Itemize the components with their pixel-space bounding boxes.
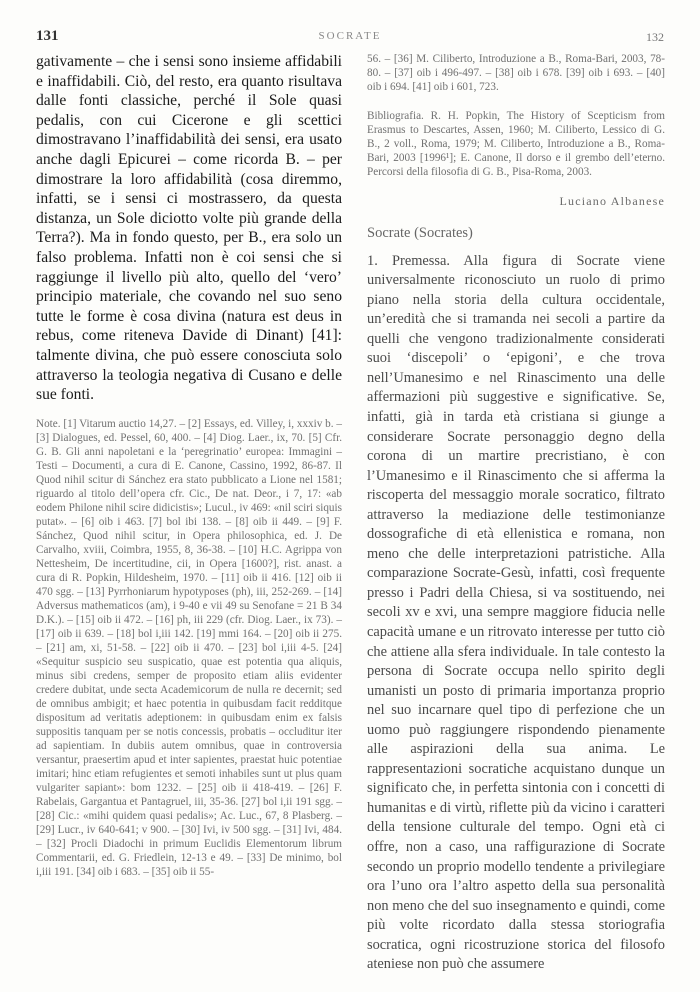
entry-title: Socrate (Socrates) (367, 224, 473, 241)
page-header (36, 28, 664, 48)
left-notes: Note. [1] Vitarum auctio 14,27. – [2] Essays, ed. Villey, i, xxxiv b. – [3] Dialogues, ed. Pessel, 60, 400. – [4] Diog. Laer., ix, 70. [5] Cfr. G. B. Gli anni napoletani e la ‘peregrinatio’ europea: Immagini – Testi – Documenti, a cura di E. Canone, Cassino, 1992, 86-87. Il Quod nihil scitur di Sánchez era stato pubblicato a Lione nel 1581; riguardo al titolo dell’opera cfr. Cic., De nat. Deor., i 7, 17: «ab eodem Philone nihil scire didicistis»; Lucul., iv 469: «nil sciri siquis putat». – [6] oib i 463. [7] bol ibi 138. – [8] oib ii 449. – [9] F. Sánchez, Quod nihil scitur, in Opera philosophica, ed. J. De Carvalho, xviii, Coimbra, 1955, 8, 36-38. – [10] H.C. Agrippa von Nettesheim, De incertitudine, cii, in Opera [1600?], rist. anast. a cura di R. Popkin, Hildesheim, 1970. – [11] oib ii 416. [12] oib ii 470 sgg. – [13] Pyrrhoniarum hypotyposes (ph), iii, 252-269. – [14] Adversus mathematicos (am), i 9-40 e vii 49 su Senofane = 21 B 34 D.K.). – [15] oib ii 472. – [16] ph, iii 229 (cfr. Diog. Laer., ix 73). – [17] oib ii 639. – [18] bol i,iii 142. [19] mmi 164. – [20] oib ii 275. – [21] am, xi, 51-58. – [22] oib ii 470. – [23] bol i,iii 4-5. [24] «Sequitur suspicio seu suspicatio, quae est potentia qua aliquis, minus sibi credens, semper de proposito etiam aliis evidenter credere dubitat, unde secta Academicorum de nulla re decernit; sed de omnibus ambigit; et haec potentia in quibusdam facit redditque dispositum ad veritatis adeptionem: in quibusdam enim ex falsis suppositis tanquam per se notis concessis, probatis – occluditur iter ad sapientiam. In dubiis autem omnibus, quae in controversia versantur, praesertim apud et inter sapientes, praestat huic potentiae imitari; hinc etiam refugientes et semoti inhabiles sunt ut plus quam vulgariter sapiant»: bom 1232. – [25] oib ii 418-419. – [26] F. Rabelais, Gargantua et Pantagruel, iii, 35-36. [27] bol i,ii 191 sgg. – [28] Cic.: «mihi quidem quasi pedalis»; Ac. Luc., 67, 8 Plasberg. – [29] Lucr., iv 640-641; v 900. – [30] Ivi, iv 500 sgg. – [31] Ivi, 484. – [32] Procli Diadochi in primum Euclidis Elementorum librum Commentarii, ed. G. Friedlein, 12-13 e 49. – [33] De minimo, bol i,iii 191. [34] oib i 683. – [35] oib ii 55- (36, 417, 342, 878)
left-column (36, 52, 342, 879)
bibliography: Bibliografia. R. H. Popkin, The History of Scepticism from Erasmus to Descartes, Assen, 1960; M. Ciliberto, Lessico di G. B., 2 voll., Roma, 1979; M. Ciliberto, Introduzione a B., Roma-Bari, 2003 [1996¹]; E. Canone, Il dorso e il grembo dell’eterno. Percorsi della filosofia di G. B., Pisa-Roma, 2003. (367, 109, 665, 179)
page-number-left: 131 (36, 28, 59, 44)
left-body-text: gativamente – che i sensi sono insieme affidabili e inaffidabili. Ciò, del resto, era quanto risultava dalle fonti classiche, perché il Sole quasi pedalis, con cui Cicerone e gli scettici dimostravano l’inaffidabilità dei sensi, era usato anche dagli Epicurei – come ricorda B. – per dimostrare la loro affidabilità (cosa diremmo, infatti, se i sensi ci mostrassero, da questa distanza, un Sole diciotto volte più grande della Terra?). Ma in fondo questo, per B., era solo un falso problema. Infatti non è coi sensi che si raggiunge il livello più alto, quello del ‘vero’ principio materiale, che covando nel suo seno tutte le forme è cosa divina (natura est deus in rebus, come riteneva Davide di Dinant) [41]: talmente divina, che può essere conosciuta solo attraverso la teologia negativa di Cusano e delle sue fonti. (36, 53, 342, 404)
running-title: SOCRATE (318, 30, 382, 42)
page-number-right: 132 (646, 30, 664, 44)
right-column (367, 52, 665, 975)
notes-continuation: 56. – [36] M. Ciliberto, Introduzione a B., Roma-Bari, 2003, 78-80. – [37] oib i 496-497. – [38] oib i 678. [39] oib i 693. – [40] oib i 694. [41] oib i 601, 723. (367, 53, 665, 94)
right-body-text: 1. Premessa. Alla figura di Socrate viene universalmente riconosciuto un ruolo di primo piano nella storia della cultura occidentale, un’eredità che si tramanda nei secoli a partire da quelli che vengono tradizionalmente considerati suoi ‘discepoli’ o ‘epigoni’, e che trova nell’Umanesimo e nel Rinascimento una delle affermazioni più suggestive e significative. Se, infatti, già in tarda età cristiana si giunge a considerare Socrate personaggio degno della corona di un martire precristiano, è con l’Umanesimo e il Rinascimento che si afferma la riscoperta del messaggio morale socratico, filtrato attraverso la mediazione delle testimonianze dossografiche di età ellenistica e romana, non meno che delle interpretazioni patristiche. Alla comparazione Socrate-Gesù, infatti, così frequente presso i Padri della Chiesa, si va sostituendo, nei secoli xv e xvi, una sempre maggiore fiducia nelle capacità umane e un ritrovato interesse per tutto ciò che attiene alla sfera individuale. In tale contesto la persona di Socrate occupa nello spirito degli umanisti un posto di primaria importanza proprio nel suo incarnare quel tipo di perfezione che un uomo può raggiungere rispondendo pienamente alle aspirazioni della sua anima. Le rappresentazioni socratiche acquistano dunque un significato che, in perfetta sintonia con i concetti di humanitas e di virtù, riflette più da vicino i caratteri della tensione culturale del tempo. Ogni età ci offre, non a caso, una raffigurazione di Socrate secondo un proprio modello tendente a privilegiare ora l’uno ora l’altro aspetto della sua personalità non meno che del suo insegnamento e quindi, come più volte ricordato dalla stessa storiografia socratica, ogni ricostruzione storica del filosofo ateniese non può che assumere (367, 252, 665, 973)
author-signature: Luciano Albanese (559, 193, 665, 208)
